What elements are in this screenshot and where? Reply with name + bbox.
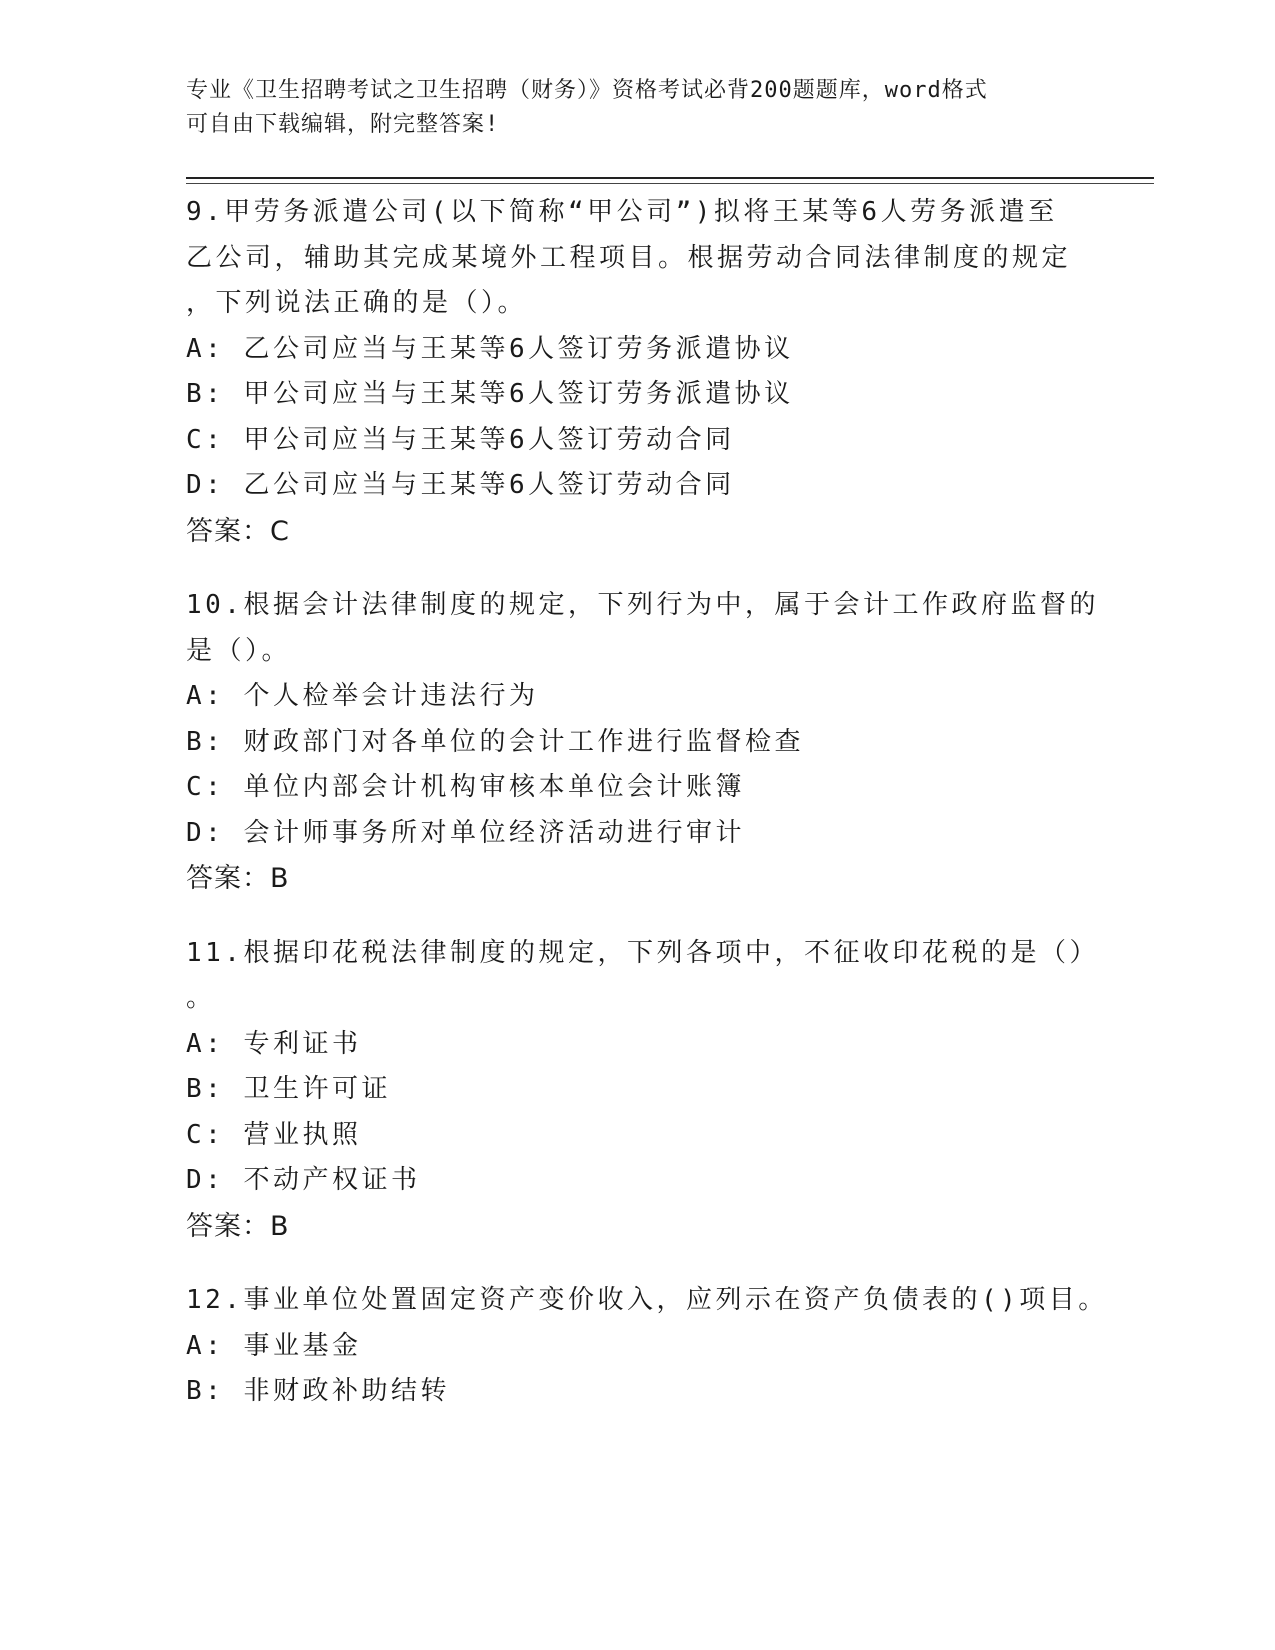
header-divider-thick: [186, 177, 1154, 179]
question-stem-line: 9.甲劳务派遣公司(以下简称“甲公司”)拟将王某等6人劳务派遣至: [186, 197, 1058, 227]
option-a: A: 事业基金: [186, 1330, 362, 1361]
document-header: [186, 74, 1066, 142]
answer-line: 答案：B: [186, 1210, 290, 1242]
header-divider-thin: [186, 183, 1154, 184]
question-stem-line: 11.根据印花税法律制度的规定，下列各项中，不征收印花税的是（）: [186, 937, 1099, 968]
option-c: C: 甲公司应当与王某等6人签订劳动合同: [186, 424, 735, 455]
question-stem-line: 。: [186, 983, 216, 1013]
option-b: B: 甲公司应当与王某等6人签订劳务派遣协议: [186, 379, 794, 409]
option-a: A: 乙公司应当与王某等6人签订劳务派遣协议: [186, 333, 794, 364]
question-stem-line: 12.事业单位处置固定资产变价收入，应列示在资产负债表的()项目。: [186, 1285, 1108, 1315]
question-10: [186, 583, 1099, 902]
question-9: [186, 190, 1086, 554]
option-d: D: 会计师事务所对单位经济活动进行审计: [186, 817, 745, 848]
option-b: B: 卫生许可证: [186, 1074, 391, 1104]
header-line-1: 专业《卫生招聘考试之卫生招聘（财务）》资格考试必背200题题库，word格式: [186, 78, 988, 103]
question-stem-line: 是（）。: [186, 635, 292, 666]
question-stem-line: 乙公司，辅助其完成某境外工程项目。根据劳动合同法律制度的规定: [186, 242, 1072, 273]
option-a: A: 个人检举会计违法行为: [186, 681, 539, 711]
option-d: D: 不动产权证书: [186, 1165, 421, 1195]
option-a: A: 专利证书: [186, 1028, 362, 1059]
question-11: [186, 931, 1099, 1250]
answer-line: 答案：C: [186, 515, 290, 547]
option-b: B: 财政部门对各单位的会计工作进行监督检查: [186, 726, 804, 757]
question-stem-line: ，下列说法正确的是（）。: [186, 288, 528, 318]
answer-line: 答案：B: [186, 863, 290, 894]
question-stem-line: 10.根据会计法律制度的规定，下列行为中，属于会计工作政府监督的: [186, 590, 1099, 620]
header-line-2: 可自由下载编辑，附完整答案!: [186, 112, 500, 137]
option-c: C: 单位内部会计机构审核本单位会计账簿: [186, 772, 745, 802]
question-list: [186, 190, 1108, 1444]
option-b: B: 非财政补助结转: [186, 1376, 450, 1406]
option-d: D: 乙公司应当与王某等6人签订劳动合同: [186, 470, 735, 500]
option-c: C: 营业执照: [186, 1119, 362, 1150]
question-12: [186, 1278, 1108, 1415]
